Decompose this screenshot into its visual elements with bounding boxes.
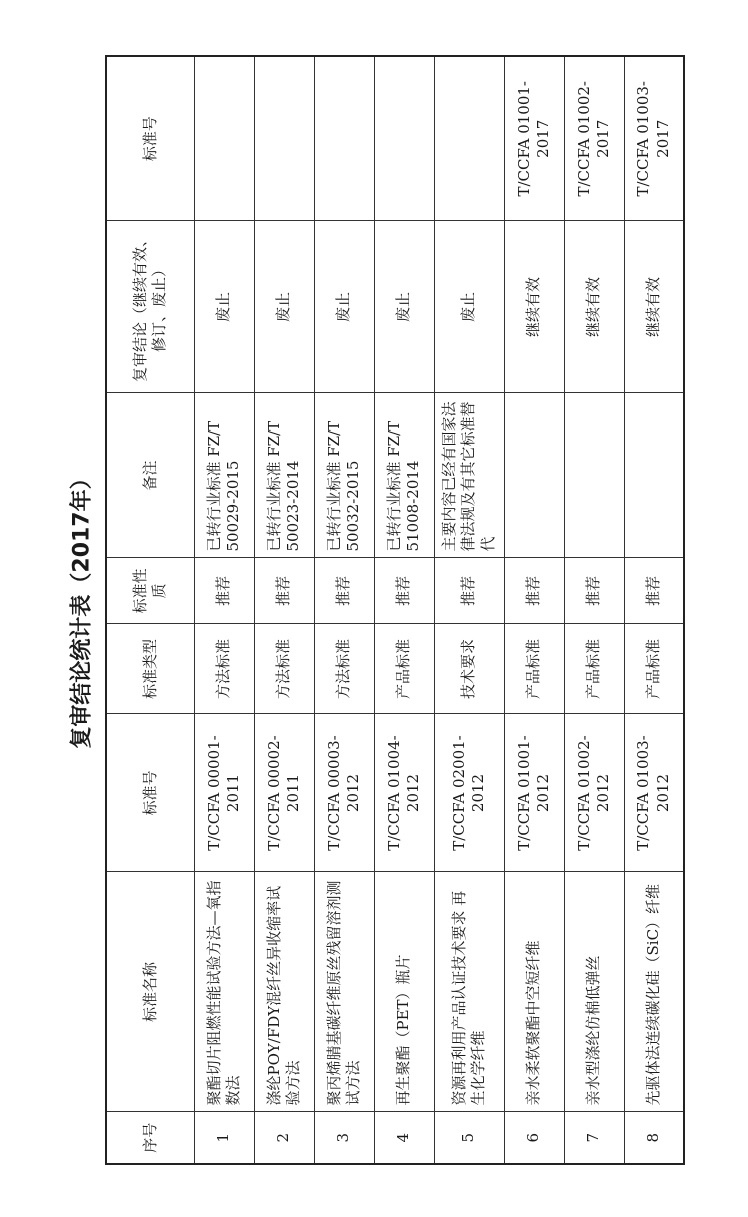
cell-name: 再生聚酯（PET）瓶片 xyxy=(374,872,434,1112)
cell-name: 资源再利用产品认证技术要求 再生化学纤维 xyxy=(434,872,504,1112)
header-nature: 标准性质 xyxy=(106,558,194,624)
cell-remark xyxy=(624,393,684,558)
header-row xyxy=(106,56,194,1164)
cell-no: 6 xyxy=(504,1112,564,1164)
cell-type: 技术要求 xyxy=(434,624,504,714)
cell-remark: 已转行业标准 FZ/T 50023-2014 xyxy=(254,393,314,558)
cell-name: 亲水型涤纶仿棉低弹丝 xyxy=(564,872,624,1112)
cell-conclusion: 废止 xyxy=(254,221,314,393)
cell-nature: 推荐 xyxy=(564,558,624,624)
table-row xyxy=(374,56,434,1164)
cell-no: 8 xyxy=(624,1112,684,1164)
cell-new-code: T/CCFA 01002-2017 xyxy=(564,56,624,221)
cell-new-code xyxy=(314,56,374,221)
cell-no: 5 xyxy=(434,1112,504,1164)
cell-nature: 推荐 xyxy=(624,558,684,624)
cell-code: T/CCFA 00001-2011 xyxy=(194,714,254,872)
table-row xyxy=(504,56,564,1164)
table-row xyxy=(314,56,374,1164)
cell-conclusion: 继续有效 xyxy=(504,221,564,393)
cell-nature: 推荐 xyxy=(194,558,254,624)
cell-new-code xyxy=(374,56,434,221)
cell-type: 产品标准 xyxy=(374,624,434,714)
cell-code: T/CCFA 01001-2012 xyxy=(504,714,564,872)
cell-conclusion: 废止 xyxy=(314,221,374,393)
cell-nature: 推荐 xyxy=(254,558,314,624)
cell-no: 7 xyxy=(564,1112,624,1164)
header-no: 序号 xyxy=(106,1112,194,1164)
header-remark: 备注 xyxy=(106,393,194,558)
cell-new-code xyxy=(434,56,504,221)
cell-type: 方法标准 xyxy=(254,624,314,714)
cell-name: 先驱体法连续碳化硅（SiC）纤维 xyxy=(624,872,684,1112)
review-table xyxy=(105,55,685,1165)
header-name: 标准名称 xyxy=(106,872,194,1112)
rotated-table-frame xyxy=(105,57,675,1165)
header-code: 标准号 xyxy=(106,714,194,872)
cell-conclusion: 废止 xyxy=(194,221,254,393)
table-row xyxy=(194,56,254,1164)
cell-code: T/CCFA 01003-2012 xyxy=(624,714,684,872)
cell-remark: 主要内容已经有国家法律法规及有其它标准替代 xyxy=(434,393,504,558)
cell-conclusion: 继续有效 xyxy=(564,221,624,393)
cell-conclusion: 废止 xyxy=(374,221,434,393)
cell-type: 产品标准 xyxy=(564,624,624,714)
cell-type: 产品标准 xyxy=(624,624,684,714)
table-row xyxy=(564,56,624,1164)
table-container xyxy=(105,57,675,1165)
cell-code: T/CCFA 02001-2012 xyxy=(434,714,504,872)
cell-no: 1 xyxy=(194,1112,254,1164)
header-type: 标准类型 xyxy=(106,624,194,714)
cell-remark xyxy=(504,393,564,558)
cell-no: 4 xyxy=(374,1112,434,1164)
cell-remark: 已转行业标准 FZ/T 50032-2015 xyxy=(314,393,374,558)
cell-conclusion: 继续有效 xyxy=(624,221,684,393)
cell-name: 亲水柔软聚酯中空短纤维 xyxy=(504,872,564,1112)
cell-no: 3 xyxy=(314,1112,374,1164)
header-conclusion: 复审结论（继续有效、修订、废止） xyxy=(106,221,194,393)
table-row xyxy=(624,56,684,1164)
page-title: 复审结论统计表（2017年） xyxy=(69,467,95,749)
cell-new-code: T/CCFA 01003-2017 xyxy=(624,56,684,221)
table-row xyxy=(434,56,504,1164)
cell-nature: 推荐 xyxy=(504,558,564,624)
cell-nature: 推荐 xyxy=(314,558,374,624)
cell-code: T/CCFA 00002-2011 xyxy=(254,714,314,872)
cell-code: T/CCFA 01002-2012 xyxy=(564,714,624,872)
cell-new-code: T/CCFA 01001-2017 xyxy=(504,56,564,221)
cell-name: 聚丙烯腈基碳纤维原丝残留溶剂测试方法 xyxy=(314,872,374,1112)
cell-name: 聚酯切片阻燃性能试验方法—氧指数法 xyxy=(194,872,254,1112)
cell-remark xyxy=(564,393,624,558)
cell-nature: 推荐 xyxy=(374,558,434,624)
cell-remark: 已转行业标准 FZ/T 50029-2015 xyxy=(194,393,254,558)
table-row xyxy=(254,56,314,1164)
cell-remark: 已转行业标准 FZ/T 51008-2014 xyxy=(374,393,434,558)
cell-code: T/CCFA 01004-2012 xyxy=(374,714,434,872)
header-new-code: 标准号 xyxy=(106,56,194,221)
cell-code: T/CCFA 00003-2012 xyxy=(314,714,374,872)
cell-nature: 推荐 xyxy=(434,558,504,624)
cell-type: 方法标准 xyxy=(314,624,374,714)
cell-no: 2 xyxy=(254,1112,314,1164)
cell-new-code xyxy=(254,56,314,221)
cell-type: 方法标准 xyxy=(194,624,254,714)
cell-name: 涤纶POY/FDY混纤丝异收缩率试验方法 xyxy=(254,872,314,1112)
cell-new-code xyxy=(194,56,254,221)
cell-conclusion: 废止 xyxy=(434,221,504,393)
cell-type: 产品标准 xyxy=(504,624,564,714)
